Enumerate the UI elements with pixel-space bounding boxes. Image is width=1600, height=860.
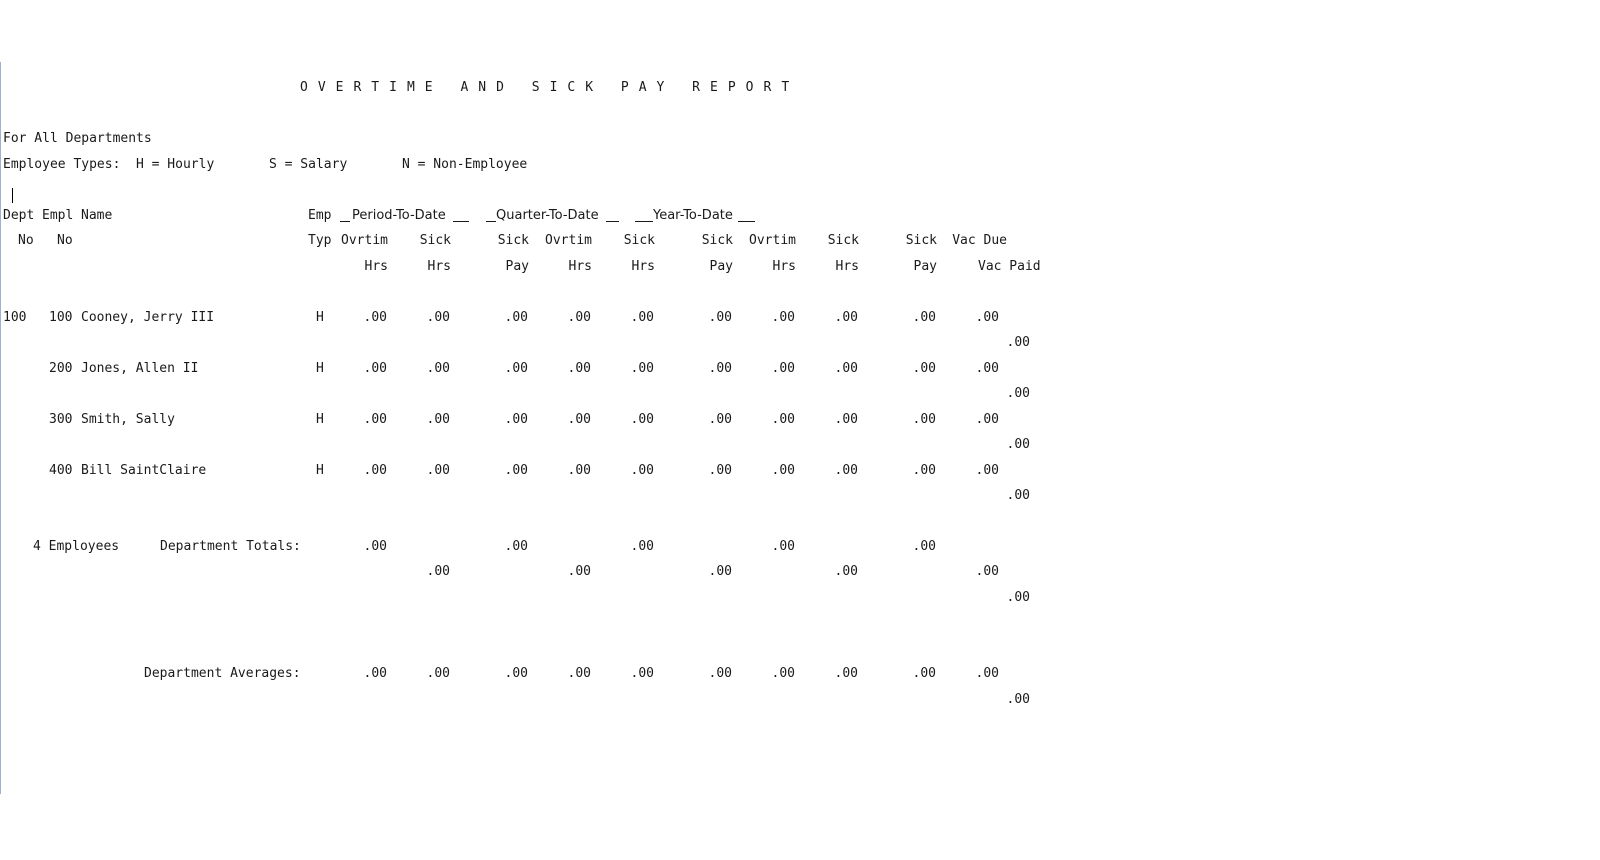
- totals-label: Department Totals:: [160, 539, 301, 554]
- row-vac-paid: .00: [1006, 488, 1030, 503]
- row-emp-type: H: [316, 463, 324, 478]
- report-scope: For All Departments: [3, 131, 152, 146]
- row-empl-no: 200: [49, 361, 73, 376]
- header-typ: Typ: [308, 233, 332, 248]
- row-ytd-sick-pay: .00: [912, 412, 936, 427]
- header-dept: Dept: [3, 208, 35, 223]
- row-ptd-sick-hrs: .00: [426, 463, 450, 478]
- totals-employee-count: 4 Employees: [33, 539, 120, 554]
- row-ptd-sick-pay: .00: [504, 310, 528, 325]
- header-ptd-sick-pay: Sick: [497, 233, 529, 248]
- row-emp-type: H: [316, 310, 324, 325]
- header-emp: Emp: [308, 208, 332, 223]
- row-ytd-ovrtim-hrs: .00: [771, 310, 795, 325]
- page-left-border: [0, 62, 1, 794]
- header-ptd-sick: Sick: [419, 233, 451, 248]
- header-pay-1: Pay: [505, 259, 529, 274]
- row-employee-name: Jones, Allen II: [81, 361, 199, 376]
- row-ptd-sick-pay: .00: [504, 463, 528, 478]
- averages-label: Department Averages:: [144, 666, 301, 681]
- employee-types-label: Employee Types:: [3, 157, 121, 172]
- header-year-to-date: Year-To-Date: [653, 208, 733, 223]
- ptd-rule-left: [340, 221, 350, 222]
- text-cursor: [12, 188, 13, 203]
- header-hrs-5: Hrs: [772, 259, 796, 274]
- header-pay-3: Pay: [913, 259, 937, 274]
- header-qtd-ovrtim: Ovrtim: [545, 233, 592, 248]
- row-vac-paid: .00: [1006, 386, 1030, 401]
- avg-qtd-ovrtim-hrs: .00: [567, 666, 591, 681]
- header-hrs-2: Hrs: [427, 259, 451, 274]
- row-ptd-ovrtim-hrs: .00: [363, 463, 387, 478]
- ytd-rule-left: [635, 221, 653, 222]
- row-ytd-sick-hrs: .00: [834, 412, 858, 427]
- header-dept-no: No: [18, 233, 34, 248]
- row-emp-type: H: [316, 412, 324, 427]
- total-vac-paid: .00: [1006, 590, 1030, 605]
- row-ptd-ovrtim-hrs: .00: [363, 361, 387, 376]
- header-ptd-ovrtim: Ovrtim: [341, 233, 388, 248]
- avg-ytd-ovrtim-hrs: .00: [771, 666, 795, 681]
- row-ytd-sick-pay: .00: [912, 310, 936, 325]
- total-qtd-ovrtim-hrs: .00: [567, 564, 591, 579]
- header-hrs-4: Hrs: [631, 259, 655, 274]
- row-vac-due: .00: [975, 412, 999, 427]
- header-hrs-6: Hrs: [835, 259, 859, 274]
- row-ptd-ovrtim-hrs: .00: [363, 412, 387, 427]
- avg-ptd-sick-hrs: .00: [426, 666, 450, 681]
- row-vac-due: .00: [975, 463, 999, 478]
- avg-qtd-sick-hrs: .00: [630, 666, 654, 681]
- row-ytd-ovrtim-hrs: .00: [771, 412, 795, 427]
- employee-type-non-employee: N = Non-Employee: [402, 157, 528, 172]
- row-ptd-sick-hrs: .00: [426, 412, 450, 427]
- header-vac-paid: Vac Paid: [978, 259, 1041, 274]
- row-employee-name: Bill SaintClaire: [81, 463, 207, 478]
- avg-vac-due: .00: [975, 666, 999, 681]
- header-empl: Empl: [42, 208, 74, 223]
- total-vac-due: .00: [975, 564, 999, 579]
- row-qtd-ovrtim-hrs: .00: [567, 412, 591, 427]
- header-pay-2: Pay: [709, 259, 733, 274]
- avg-vac-paid: .00: [1006, 692, 1030, 707]
- row-qtd-sick-pay: .00: [708, 310, 732, 325]
- row-ptd-ovrtim-hrs: .00: [363, 310, 387, 325]
- row-qtd-sick-hrs: .00: [630, 463, 654, 478]
- row-qtd-sick-hrs: .00: [630, 310, 654, 325]
- row-vac-due: .00: [975, 361, 999, 376]
- ytd-rule-right: [738, 221, 755, 222]
- header-vac-due: Vac Due: [952, 233, 1007, 248]
- avg-ytd-sick-pay: .00: [912, 666, 936, 681]
- header-period-to-date: Period-To-Date: [352, 208, 446, 223]
- total-ytd-sick-hrs: .00: [834, 564, 858, 579]
- total-ytd-ovrtim-hrs: .00: [771, 539, 795, 554]
- total-qtd-sick-pay: .00: [708, 564, 732, 579]
- row-empl-no: 300: [49, 412, 73, 427]
- header-empl-no: No: [57, 233, 73, 248]
- row-ytd-sick-pay: .00: [912, 361, 936, 376]
- row-employee-name: Cooney, Jerry III: [81, 310, 215, 325]
- avg-ytd-sick-hrs: .00: [834, 666, 858, 681]
- row-empl-no: 100: [49, 310, 73, 325]
- row-qtd-ovrtim-hrs: .00: [567, 463, 591, 478]
- report-title: OVERTIME AND SICK PAY REPORT: [300, 80, 800, 95]
- row-employee-name: Smith, Sally: [81, 412, 175, 427]
- header-ytd-ovrtim: Ovrtim: [749, 233, 796, 248]
- row-qtd-sick-pay: .00: [708, 463, 732, 478]
- row-ytd-sick-hrs: .00: [834, 361, 858, 376]
- row-ytd-sick-pay: .00: [912, 463, 936, 478]
- header-qtd-sick-pay: Sick: [701, 233, 733, 248]
- ptd-rule-right: [453, 221, 469, 222]
- avg-ptd-sick-pay: .00: [504, 666, 528, 681]
- row-ptd-sick-hrs: .00: [426, 361, 450, 376]
- row-qtd-sick-hrs: .00: [630, 361, 654, 376]
- total-ptd-sick-pay: .00: [504, 539, 528, 554]
- total-ptd-sick-hrs: .00: [426, 564, 450, 579]
- row-ptd-sick-pay: .00: [504, 361, 528, 376]
- total-qtd-sick-hrs: .00: [630, 539, 654, 554]
- row-ytd-sick-hrs: .00: [834, 310, 858, 325]
- row-vac-paid: .00: [1006, 335, 1030, 350]
- row-ptd-sick-pay: .00: [504, 412, 528, 427]
- row-ytd-ovrtim-hrs: .00: [771, 361, 795, 376]
- row-ytd-ovrtim-hrs: .00: [771, 463, 795, 478]
- employee-type-hourly: H = Hourly: [136, 157, 215, 172]
- header-ytd-sick: Sick: [827, 233, 859, 248]
- header-qtd-sick: Sick: [623, 233, 655, 248]
- avg-qtd-sick-pay: .00: [708, 666, 732, 681]
- avg-ptd-ovrtim-hrs: .00: [363, 666, 387, 681]
- header-hrs-1: Hrs: [364, 259, 388, 274]
- row-qtd-sick-hrs: .00: [630, 412, 654, 427]
- row-qtd-sick-pay: .00: [708, 412, 732, 427]
- row-ptd-sick-hrs: .00: [426, 310, 450, 325]
- row-vac-due: .00: [975, 310, 999, 325]
- total-ytd-sick-pay: .00: [912, 539, 936, 554]
- header-quarter-to-date: Quarter-To-Date: [496, 208, 599, 223]
- header-hrs-3: Hrs: [568, 259, 592, 274]
- header-ytd-sick-pay: Sick: [905, 233, 937, 248]
- row-qtd-ovrtim-hrs: .00: [567, 361, 591, 376]
- row-empl-no: 400: [49, 463, 73, 478]
- row-qtd-ovrtim-hrs: .00: [567, 310, 591, 325]
- row-emp-type: H: [316, 361, 324, 376]
- qtd-rule-right: [606, 221, 619, 222]
- header-name: Name: [81, 208, 113, 223]
- qtd-rule-left: [486, 221, 496, 222]
- total-ptd-ovrtim-hrs: .00: [363, 539, 387, 554]
- row-dept-no: 100: [3, 310, 27, 325]
- row-qtd-sick-pay: .00: [708, 361, 732, 376]
- employee-type-salary: S = Salary: [269, 157, 348, 172]
- row-ytd-sick-hrs: .00: [834, 463, 858, 478]
- row-vac-paid: .00: [1006, 437, 1030, 452]
